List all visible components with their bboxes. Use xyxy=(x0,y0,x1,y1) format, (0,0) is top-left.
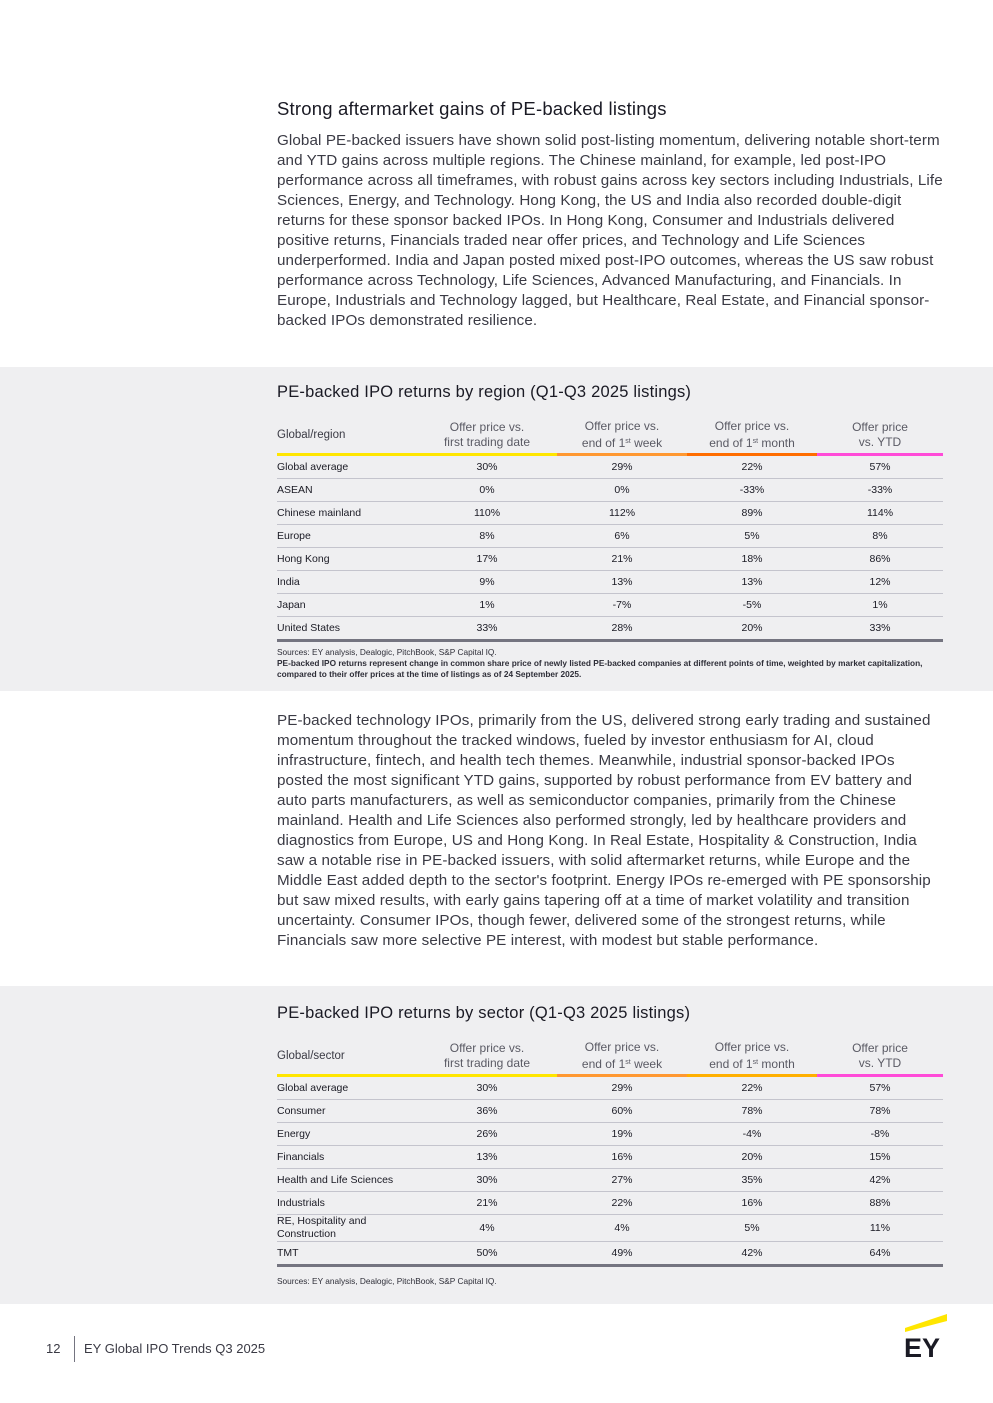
table-row: RE, Hospitality and Construction 4% 4% 5% 11% xyxy=(277,1215,943,1242)
column-header-first-week: Offer price vs. end of 1st week xyxy=(557,1038,687,1076)
column-header-ytd: Offer price vs. YTD xyxy=(817,417,943,455)
region-table-title: PE-backed IPO returns by region (Q1-Q3 2025 listings) xyxy=(277,383,692,401)
table-row: United States 33% 28% 20% 33% xyxy=(277,617,943,641)
methodology-note: PE-backed IPO returns represent change in common share price of newly listed PE-backed companies at different points of time, weighted by market capitalization, compared to their offer prices at the time of listings as of 24 September 2025. xyxy=(277,658,923,679)
region-table-sources xyxy=(277,647,937,680)
column-header-first-month: Offer price vs. end of 1st month xyxy=(687,1038,817,1076)
column-header-region: Global/region xyxy=(277,417,417,455)
column-header-first-trading: Offer price vs. first trading date xyxy=(417,417,557,455)
logo-beam xyxy=(905,1314,947,1332)
column-header-first-trading: Offer price vs. first trading date xyxy=(417,1038,557,1076)
table-header-row xyxy=(277,1038,943,1076)
column-header-ytd: Offer price vs. YTD xyxy=(817,1038,943,1076)
table-row: Chinese mainland 110% 112% 89% 114% xyxy=(277,502,943,525)
sector-table-sources: Sources: EY analysis, Dealogic, PitchBook, S&P Capital IQ. xyxy=(277,1276,497,1286)
table-row: Global average 30% 29% 22% 57% xyxy=(277,455,943,479)
sector-paragraph: PE-backed technology IPOs, primarily from the US, delivered strong early trading and sustained momentum throughout the tracked windows, fueled by investor enthusiasm for AI, cloud infrastructure, fintech, and health tech themes. Meanwhile, industrial sponsor-backed IPOs posted the most significant YTD gains, supported by robust performance from EV battery and auto parts manufacturers, as well as semiconductor companies, primarily from the Chinese mainland. Health and Life Sciences also performed strongly, led by healthcare providers and diagnostics from Europe, US and Hong Kong. In Real Estate, Hospitality & Construction, India saw a notable rise in PE-backed issuers, with solid aftermarket returns, while Europe and the Middle East added depth to the sector's footprint. Energy IPOs re-emerged with PE sponsorship but saw mixed results, with early gains tapering off at a time of market volatility and transition uncertainty. Consumer IPOs, though fewer, delivered some of the strongest returns, while Financials saw more selective PE interest, with modest but stable performance. xyxy=(277,712,931,949)
page-number: 12 xyxy=(46,1341,61,1356)
table-row: TMT 50% 49% 42% 64% xyxy=(277,1242,943,1266)
table-row: Health and Life Sciences 30% 27% 35% 42% xyxy=(277,1169,943,1192)
ey-logo-icon xyxy=(903,1312,949,1358)
column-header-first-month: Offer price vs. end of 1st month xyxy=(687,417,817,455)
column-header-first-week: Offer price vs. end of 1st week xyxy=(557,417,687,455)
column-header-sector: Global/sector xyxy=(277,1038,417,1076)
table-row: Europe 8% 6% 5% 8% xyxy=(277,525,943,548)
intro-paragraph: Global PE-backed issuers have shown solid post-listing momentum, delivering notable short-term and YTD gains across multiple regions. The Chinese mainland, for example, led post-IPO performance across all timeframes, with robust gains across key sectors including Industrials, Life Sciences, Energy, and Technology. Hong Kong, the US and India also recorded double-digit returns for these sponsor backed IPOs. In Hong Kong, Consumer and Industrials delivered positive returns, Financials traded near offer prices, and Technology and Life Sciences underperformed. India and Japan posted mixed post-IPO outcomes, whereas the US saw robust performance across Technology, Life Sciences, Advanced Manufacturing, and Financials. In Europe, Industrials and Technology lagged, but Healthcare, Real Estate, and Financial sponsor-backed IPOs demonstrated resilience. xyxy=(277,132,943,329)
table-row: ASEAN 0% 0% -33% -33% xyxy=(277,479,943,502)
region-table-panel xyxy=(0,367,993,691)
table-row: India 9% 13% 13% 12% xyxy=(277,571,943,594)
sector-returns-table xyxy=(277,1038,943,1267)
footer-divider xyxy=(74,1336,75,1362)
footer-title: EY Global IPO Trends Q3 2025 xyxy=(84,1341,266,1356)
table-row: Japan 1% -7% -5% 1% xyxy=(277,594,943,617)
section-heading: Strong aftermarket gains of PE-backed listings xyxy=(277,98,667,119)
table-row: Consumer 36% 60% 78% 78% xyxy=(277,1100,943,1123)
table-row: Industrials 21% 22% 16% 88% xyxy=(277,1192,943,1215)
sector-table-panel xyxy=(0,986,993,1304)
table-header-row xyxy=(277,417,943,455)
logo-text: EY xyxy=(904,1333,941,1358)
sources-line: Sources: EY analysis, Dealogic, PitchBook, S&P Capital IQ. xyxy=(277,647,497,657)
region-returns-table xyxy=(277,417,943,642)
sector-table-title: PE-backed IPO returns by sector (Q1-Q3 2025 listings) xyxy=(277,1004,691,1022)
table-row: Energy 26% 19% -4% -8% xyxy=(277,1123,943,1146)
table-row: Global average 30% 29% 22% 57% xyxy=(277,1076,943,1100)
table-row: Hong Kong 17% 21% 18% 86% xyxy=(277,548,943,571)
table-row: Financials 13% 16% 20% 15% xyxy=(277,1146,943,1169)
